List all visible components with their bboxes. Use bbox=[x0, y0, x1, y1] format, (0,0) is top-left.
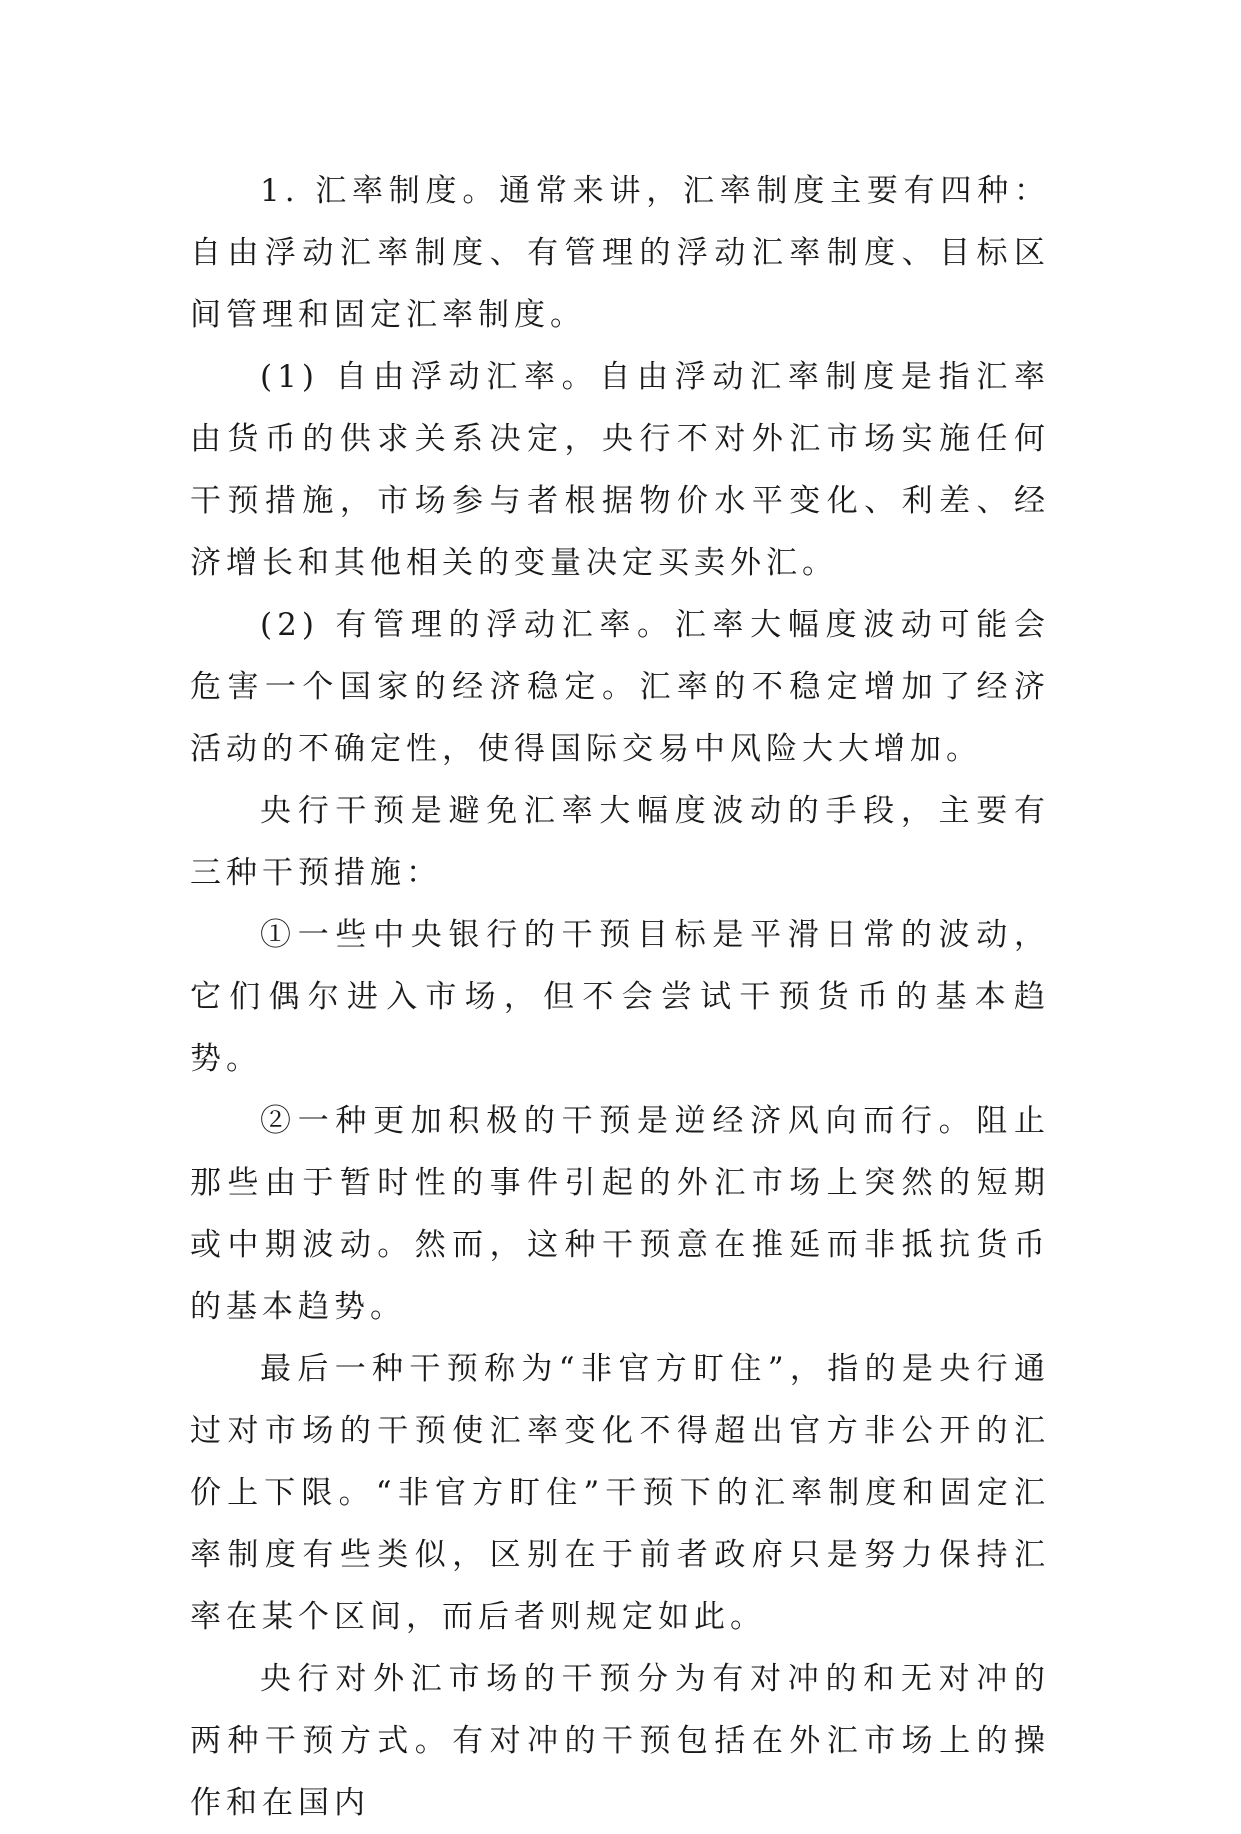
paragraph-free-floating: (1) 自由浮动汇率。自由浮动汇率制度是指汇率由货币的供求关系决定，央行不对外汇市场实施任何干预措施，市场参与者根据物价水平变化、利差、经济增长和其他相关的变量决定买卖外汇。 bbox=[190, 359, 1050, 581]
paragraph-unofficial-peg: 最后一种干预称为“非官方盯住”，指的是央行通过对市场的干预使汇率变化不得超出官方非公开的汇价上下限。“非官方盯住”干预下的汇率制度和固定汇率制度有些类似，区别在于前者政府只是努力保持汇率在某个区间，而后者则规定如此。 bbox=[190, 1351, 1050, 1635]
paragraph-sterilized-intervention: 央行对外汇市场的干预分为有对冲的和无对冲的两种干预方式。有对冲的干预包括在外汇市场上的操作和在国内 bbox=[190, 1661, 1050, 1821]
paragraph-managed-floating: (2) 有管理的浮动汇率。汇率大幅度波动可能会危害一个国家的经济稳定。汇率的不稳定增加了经济活动的不确定性，使得国际交易中风险大大增加。 bbox=[190, 607, 1050, 767]
document-body bbox=[190, 160, 1050, 1834]
paragraph-intervention-smoothing: ①一些中央银行的干预目标是平滑日常的波动，它们偶尔进入市场，但不会尝试干预货币的基本趋势。 bbox=[190, 917, 1050, 1077]
paragraph-exchange-rate-regimes: 1. 汇率制度。通常来讲，汇率制度主要有四种：自由浮动汇率制度、有管理的浮动汇率制度、目标区间管理和固定汇率制度。 bbox=[190, 173, 1050, 333]
paragraph-central-bank-intervention: 央行干预是避免汇率大幅度波动的手段，主要有三种干预措施： bbox=[190, 793, 1050, 891]
paragraph-intervention-leaning: ②一种更加积极的干预是逆经济风向而行。阻止那些由于暂时性的事件引起的外汇市场上突然的短期或中期波动。然而，这种干预意在推延而非抵抗货币的基本趋势。 bbox=[190, 1103, 1050, 1325]
